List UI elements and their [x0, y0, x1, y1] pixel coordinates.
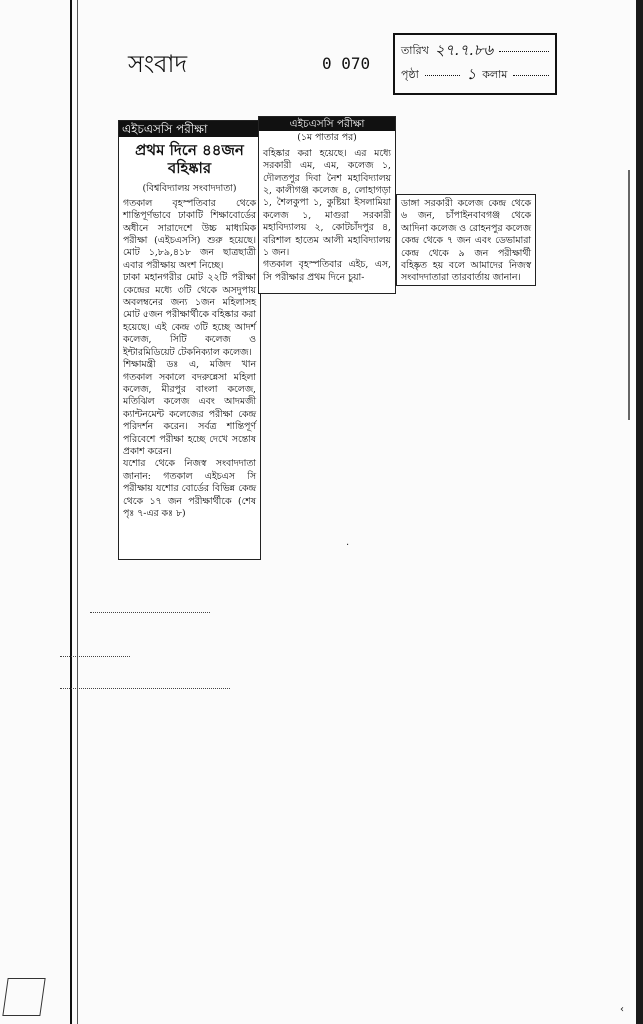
newspaper-name: সংবাদ — [128, 50, 188, 78]
clip2-paragraph: বহিষ্কার করা হয়েছে। এর মধ্যে সরকারী এম, এম, কলেজ ১, দৌলতপুর দিবা নৈশ মহাবিদ্যালয় ২, কালীগঞ্জ কলেজ ৪, লোহাগড়া ১, শৈলকুপা ১, কুষ্টিয়া ইসলামিয়া কলেজ ১, মাগুরা সরকারী মহাবিদ্যালয় ২, কোটচাঁদপুর ৪, বরিশাল হাতেম আলী মহাবিদ্যালয় ১ জন। — [263, 147, 391, 259]
page-value: ১ — [466, 64, 477, 83]
margin-rule-inner — [77, 0, 78, 1024]
scan-noise — [60, 656, 130, 657]
scan-noise — [90, 612, 210, 613]
margin-rule-left — [70, 0, 72, 1024]
clip1-paragraph: শিক্ষামন্ত্রী ডঃ এ, মজিদ খান গতকাল সকালে বদরুন্নেসা মহিলা কলেজ, মীরপুর বাংলা কলেজ, মতিঝিল কলেজ এবং আদমজী ক্যান্টনমেন্ট কলেজের পরীক্ষা কেন্দ্র পরিদর্শন করেন। সর্বত্র শান্তিপূর্ণ পরিবেশে পরীক্ষা হচ্ছে দেখে সন্তোষ প্রকাশ করেন। — [123, 359, 256, 457]
folded-corner — [2, 978, 45, 1016]
news-clipping-continued — [258, 116, 396, 294]
clip2-paragraph: গতকাল বৃহস্পতিবার এইচ, এস, সি পরীক্ষার প্রথম দিনে চুয়া- — [263, 259, 391, 283]
scan-speck: · — [346, 540, 350, 551]
file-code: 0 070 — [322, 54, 371, 73]
scan-speck: ‹ — [620, 1004, 624, 1015]
date-label: তারিখ — [401, 43, 429, 57]
clip1-headline: প্রথম দিনে ৪৪জন বহিষ্কার — [135, 141, 244, 178]
clip1-paragraph: গতকাল বৃহস্পতিবার থেকে শান্তিপূর্ণভাবে ঢাকাটি শিক্ষাবোর্ডের অধীনে সারাদেশে উচ্চ মাধ্যমিক পরীক্ষা (এইচএসসি) শুরু হয়েছে। মোট ১,৮৯,৪১৮ জন ছাত্রছাত্রী এবার পরীক্ষায় অংশ নিচ্ছে। — [123, 197, 256, 271]
date-value: ২৭.৭.৮৬ — [434, 40, 494, 59]
news-clipping-main — [118, 120, 261, 560]
news-clipping-continued-end — [396, 194, 536, 286]
clip1-byline: (বিশ্ববিদ্যালয় সংবাদদাতা) — [142, 183, 237, 195]
date-stamp — [393, 33, 557, 95]
clip1-kicker: এইচএসসি পরীক্ষা — [119, 121, 260, 137]
clip2-kicker: এইচএসসি পরীক্ষা — [259, 117, 395, 131]
page-label: পৃষ্ঠা — [401, 67, 419, 81]
date-dots — [499, 51, 549, 52]
page-edge-right — [636, 0, 643, 1024]
column-label: কলাম — [482, 67, 508, 81]
clip2-continuation-note: (১ম পাতার পর) — [297, 132, 357, 144]
scan-noise — [60, 688, 230, 689]
clip1-paragraph: যশোর থেকে নিজস্ব সংবাদদাতা জানান: গতকাল এইচএস সি পরীক্ষায় যশোর বোর্ডের বিভিন্ন কেন্দ্র থেকে ১৭ জন পরীক্ষার্থীকে (শেষ পৃঃ ৭-এর কঃ ৮) — [123, 458, 256, 519]
page-fold-line — [628, 170, 630, 420]
clip3-paragraph: ডাঙ্গা সরকারী কলেজ কেন্দ্র থেকে ৬ জন, চাঁপাইনবাবগঞ্জ থেকে আদিনা কলেজ ও রোহনপুর কলেজ কেন্দ্র থেকে ৭ জন এবং ডেভামারা কেন্দ্র থেকে ৯ জন পরীক্ষার্থী বহিষ্কৃত হয় বলে আমাদের নিজস্ব সংবাদদাতারা তারবার্তায় জানান। — [401, 198, 531, 284]
clip1-paragraph: ঢাকা মহানগরীর মোট ২২টি পরীক্ষা কেন্দ্রের মধ্যে ৩টি থেকে অসদুপায় অবলম্বনের জন্য ১জন মহিলাসহ মোট ৫জন পরীক্ষার্থীকে বহিষ্কার করা হয়েছে। এই কেন্দ্র ৩টি হচ্ছে আদর্শ কলেজ, সিটি কলেজ ও ইন্টারমিডিয়েট টেকনিক্যাল কলেজ। — [123, 272, 256, 358]
